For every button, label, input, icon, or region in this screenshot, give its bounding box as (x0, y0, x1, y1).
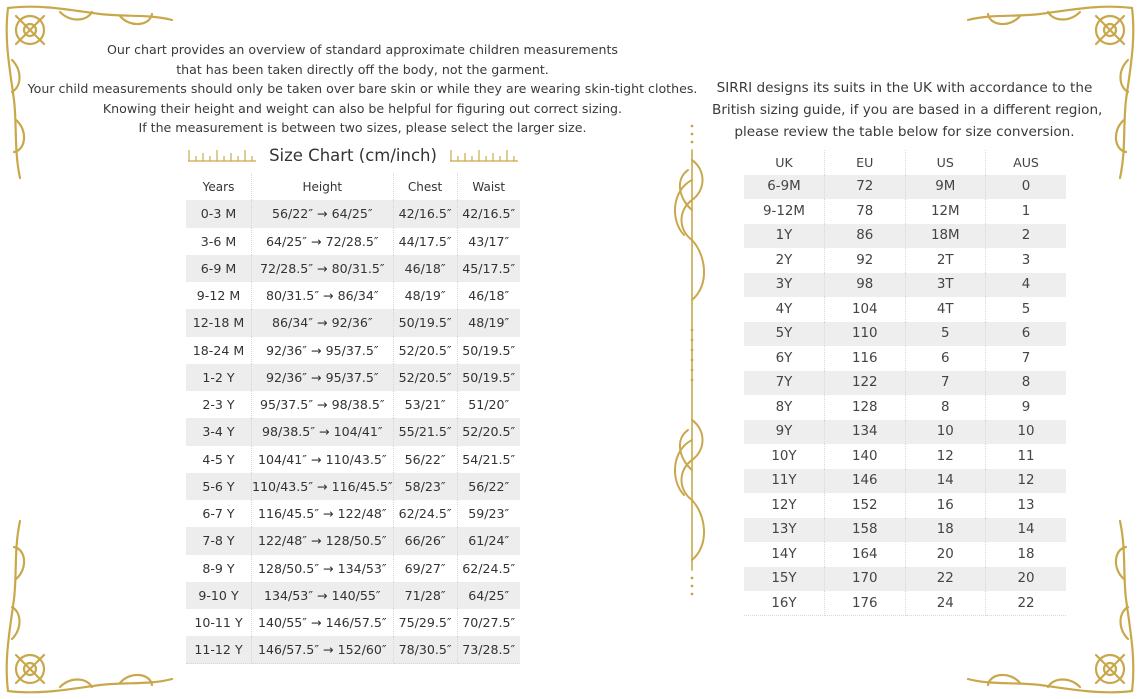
conversion-row (744, 567, 1066, 592)
table-cell: 6Y (744, 346, 825, 371)
table-cell: 4T (905, 297, 986, 322)
table-cell: 110 (825, 322, 906, 347)
table-cell: 62/24.5″ (462, 560, 516, 576)
table-cell: 62/24.5″ (393, 500, 457, 527)
table-cell: 12 (986, 469, 1067, 494)
table-cell: 4Y (744, 297, 825, 322)
conversion-intro-line: British sizing guide, if you are based in a different region, (712, 102, 1103, 118)
table-cell: 52/20.5″ (457, 418, 520, 445)
conversion-row (744, 518, 1066, 543)
table-cell: 78 (825, 199, 906, 224)
table-cell: 46/18″ (393, 255, 457, 282)
size-chart-row (186, 391, 520, 418)
table-cell: 12Y (744, 493, 825, 518)
table-cell: 98 (825, 273, 906, 298)
table-cell: 10-11 Y (186, 609, 252, 636)
intro-text (20, 40, 705, 138)
size-chart-row (186, 364, 520, 391)
table-cell: 0 (986, 175, 1067, 200)
size-chart-row (186, 282, 520, 309)
table-cell: 10 (905, 420, 986, 445)
table-cell: 54/21.5″ (462, 451, 516, 467)
conversion-row (744, 273, 1066, 298)
table-cell: 146/57.5″ → 152/60″ (252, 636, 394, 663)
column-header: Waist (457, 173, 520, 200)
size-chart-row (186, 228, 520, 255)
table-cell: 2 (986, 224, 1067, 249)
table-cell: 110/43.5″ → 116/45.5″ (252, 473, 394, 500)
table-cell: 13 (1017, 497, 1035, 513)
intro-line: Knowing their height and weight can also be helpful for figuring out correct sizing. (102, 100, 623, 116)
table-cell: 18 (1017, 546, 1035, 562)
table-cell: 7Y (744, 371, 825, 396)
table-cell: 0-3 M (186, 200, 252, 227)
table-cell: 14Y (744, 542, 825, 567)
table-cell: 11Y (744, 469, 825, 494)
column-header: AUS (986, 150, 1067, 175)
size-chart-row (186, 527, 520, 554)
table-cell: 9 (1021, 399, 1031, 415)
table-cell: 10Y (744, 444, 825, 469)
table-cell: 86 (825, 224, 906, 249)
table-cell: 122 (825, 371, 906, 396)
conversion-row (744, 248, 1066, 273)
table-cell: 1Y (744, 224, 825, 249)
table-cell: 158 (825, 518, 906, 543)
table-cell: 11 (1017, 448, 1035, 464)
table-cell: 6-9M (744, 175, 825, 200)
table-cell: 9-12M (744, 199, 825, 224)
table-cell: 122/48″ → 128/50.5″ (252, 527, 394, 554)
table-cell: 5 (1021, 301, 1031, 317)
table-cell: 50/19.5″ (457, 364, 520, 391)
ruler-icon (449, 148, 519, 162)
table-cell: 61/24″ (457, 527, 520, 554)
table-cell: 7 (905, 371, 986, 396)
table-cell: 48/19″ (457, 309, 520, 336)
table-cell: 4 (986, 273, 1067, 298)
table-cell: 98/38.5″ → 104/41″ (252, 418, 394, 445)
table-cell: 73/28.5″ (457, 636, 520, 663)
table-cell: 1 (1021, 203, 1031, 219)
table-cell: 8Y (744, 395, 825, 420)
column-header: Chest (393, 173, 457, 200)
table-cell: 5Y (744, 322, 825, 347)
table-cell: 8-9 Y (186, 555, 252, 582)
table-cell: 22 (986, 591, 1067, 616)
table-cell: 104/41″ → 110/43.5″ (252, 446, 394, 473)
conversion-intro-line: please review the table below for size conversion. (734, 124, 1075, 140)
table-cell: 80/31.5″ → 86/34″ (252, 282, 394, 309)
conversion-row (744, 199, 1066, 224)
table-cell: 56/22″ → 64/25″ (252, 200, 394, 227)
table-cell: 128/50.5″ → 134/53″ (252, 555, 394, 582)
table-cell: 14 (986, 518, 1067, 543)
table-cell: 16 (905, 493, 986, 518)
ruler-icon (187, 148, 257, 162)
table-cell: 22 (905, 567, 986, 592)
table-cell: 12M (905, 199, 986, 224)
table-cell: 6 (986, 322, 1067, 347)
table-cell: 176 (825, 591, 906, 616)
table-cell: 86/34″ → 92/36″ (252, 309, 394, 336)
table-cell: 20 (986, 567, 1067, 592)
size-chart-row (186, 446, 520, 473)
table-cell: 11-12 Y (186, 636, 252, 663)
table-cell: 92/36″ → 95/37.5″ (252, 364, 394, 391)
table-cell: 58/23″ (393, 473, 457, 500)
table-cell: 13Y (744, 518, 825, 543)
table-cell: 18 (905, 518, 986, 543)
table-cell: 8 (905, 395, 986, 420)
table-cell: 52/20.5″ (393, 337, 457, 364)
table-cell: 20 (905, 542, 986, 567)
column-header: Height (252, 173, 394, 200)
table-cell: 116 (825, 346, 906, 371)
table-cell: 70/27.5″ (462, 615, 516, 631)
table-cell: 53/21″ (393, 391, 457, 418)
table-cell: 3Y (744, 273, 825, 298)
size-chart-row (186, 473, 520, 500)
table-cell: 116/45.5″ → 122/48″ (252, 500, 394, 527)
table-cell: 72/28.5″ → 80/31.5″ (252, 255, 394, 282)
table-cell: 64/25″ → 72/28.5″ (252, 228, 394, 255)
size-chart-table (186, 173, 520, 664)
size-chart-row (186, 636, 520, 663)
conversion-row (744, 493, 1066, 518)
table-cell: 75/29.5″ (393, 609, 457, 636)
size-chart-title-text: Size Chart (cm/inch) (269, 145, 437, 165)
table-cell: 48/19″ (393, 282, 457, 309)
conversion-intro (712, 77, 1103, 143)
table-cell: 104 (825, 297, 906, 322)
table-cell: 152 (825, 493, 906, 518)
table-cell: 7 (1021, 350, 1031, 366)
table-cell: 24 (905, 591, 986, 616)
table-cell: 51/20″ (468, 397, 510, 413)
table-cell: 71/28″ (393, 582, 457, 609)
table-cell: 9-12 M (186, 282, 252, 309)
table-cell: 72 (825, 175, 906, 200)
intro-line: If the measurement is between two sizes, please select the larger size. (138, 120, 587, 135)
table-cell: 56/22″ (393, 446, 457, 473)
table-cell: 4-5 Y (186, 446, 252, 473)
table-cell: 2-3 Y (186, 391, 252, 418)
table-cell: 164 (825, 542, 906, 567)
conversion-row (744, 371, 1066, 396)
table-cell: 146 (825, 469, 906, 494)
corner-ornament-bottom-left (0, 509, 180, 699)
table-cell: 134 (825, 420, 906, 445)
conversion-row (744, 297, 1066, 322)
table-cell: 10 (986, 420, 1067, 445)
conversion-row (744, 322, 1066, 347)
table-cell: 69/27″ (393, 555, 457, 582)
table-cell: 12 (905, 444, 986, 469)
table-cell: 140/55″ → 146/57.5″ (252, 609, 394, 636)
size-chart-row-header (186, 173, 520, 200)
intro-line: Your child measurements should only be taken over bare skin or while they are wearing skin-tight clothes. (27, 81, 698, 96)
table-cell: 42/16.5″ (393, 200, 457, 227)
table-cell: 52/20.5″ (393, 364, 457, 391)
table-cell: 15Y (744, 567, 825, 592)
table-cell: 16Y (744, 591, 825, 616)
table-cell: 3T (905, 273, 986, 298)
size-conversion-table (744, 150, 1066, 616)
table-cell: 134/53″ → 140/55″ (252, 582, 394, 609)
size-chart-title (186, 143, 520, 167)
table-cell: 18M (905, 224, 986, 249)
column-header: EU (825, 150, 906, 175)
table-cell: 95/37.5″ → 98/38.5″ (252, 391, 394, 418)
conversion-row (744, 542, 1066, 567)
table-cell: 128 (825, 395, 906, 420)
table-cell: 78/30.5″ (393, 636, 457, 663)
table-cell: 56/22″ (457, 473, 520, 500)
column-header: US (905, 150, 986, 175)
table-cell: 50/19.5″ (393, 309, 457, 336)
table-cell: 5 (905, 322, 986, 347)
table-cell: 7-8 Y (186, 527, 252, 554)
table-cell: 5-6 Y (186, 473, 252, 500)
conversion-row (744, 346, 1066, 371)
table-cell: 2T (905, 248, 986, 273)
table-cell: 170 (825, 567, 906, 592)
conversion-row (744, 591, 1066, 616)
intro-line: that has been taken directly off the body, not the garment. (176, 61, 549, 77)
table-cell: 9M (905, 175, 986, 200)
table-cell: 6-7 Y (186, 500, 252, 527)
conversion-row-header (744, 150, 1066, 175)
conversion-row (744, 444, 1066, 469)
table-cell: 6-9 M (186, 255, 252, 282)
table-cell: 44/17.5″ (393, 228, 457, 255)
conversion-row (744, 469, 1066, 494)
table-cell: 9Y (744, 420, 825, 445)
table-cell: 59/23″ (468, 506, 510, 522)
table-cell: 3 (1021, 252, 1031, 268)
size-chart-row (186, 582, 520, 609)
table-cell: 64/25″ (457, 582, 520, 609)
table-cell: 3-4 Y (186, 418, 252, 445)
size-chart-row (186, 418, 520, 445)
size-chart-row (186, 337, 520, 364)
table-cell: 50/19.5″ (462, 342, 516, 358)
table-cell: 6 (905, 346, 986, 371)
conversion-row (744, 224, 1066, 249)
size-chart-row (186, 609, 520, 636)
table-cell: 92 (825, 248, 906, 273)
table-cell: 2Y (744, 248, 825, 273)
table-cell: 140 (825, 444, 906, 469)
table-cell: 9-10 Y (186, 582, 252, 609)
table-cell: 55/21.5″ (393, 418, 457, 445)
intro-line: Our chart provides an overview of standard approximate children measurements (107, 42, 618, 57)
size-chart-row (186, 555, 520, 582)
size-chart-row (186, 255, 520, 282)
table-cell: 45/17.5″ (457, 255, 520, 282)
table-cell: 43/17″ (468, 233, 510, 249)
conversion-row (744, 395, 1066, 420)
conversion-row (744, 175, 1066, 200)
column-header: Years (186, 173, 252, 200)
table-cell: 42/16.5″ (457, 200, 520, 227)
size-chart-row (186, 200, 520, 227)
conversion-intro-line: SIRRI designs its suits in the UK with accordance to the (716, 80, 1093, 96)
table-cell: 66/26″ (393, 527, 457, 554)
table-cell: 1-2 Y (186, 364, 252, 391)
table-cell: 8 (986, 371, 1067, 396)
size-chart-row (186, 309, 520, 336)
table-cell: 12-18 M (186, 309, 252, 336)
size-chart-row (186, 500, 520, 527)
table-cell: 18-24 M (186, 337, 252, 364)
conversion-row (744, 420, 1066, 445)
center-divider-ornament (666, 120, 716, 600)
table-cell: 92/36″ → 95/37.5″ (252, 337, 394, 364)
column-header: UK (744, 150, 825, 175)
table-cell: 14 (905, 469, 986, 494)
table-cell: 3-6 M (186, 228, 252, 255)
table-cell: 46/18″ (468, 288, 510, 304)
